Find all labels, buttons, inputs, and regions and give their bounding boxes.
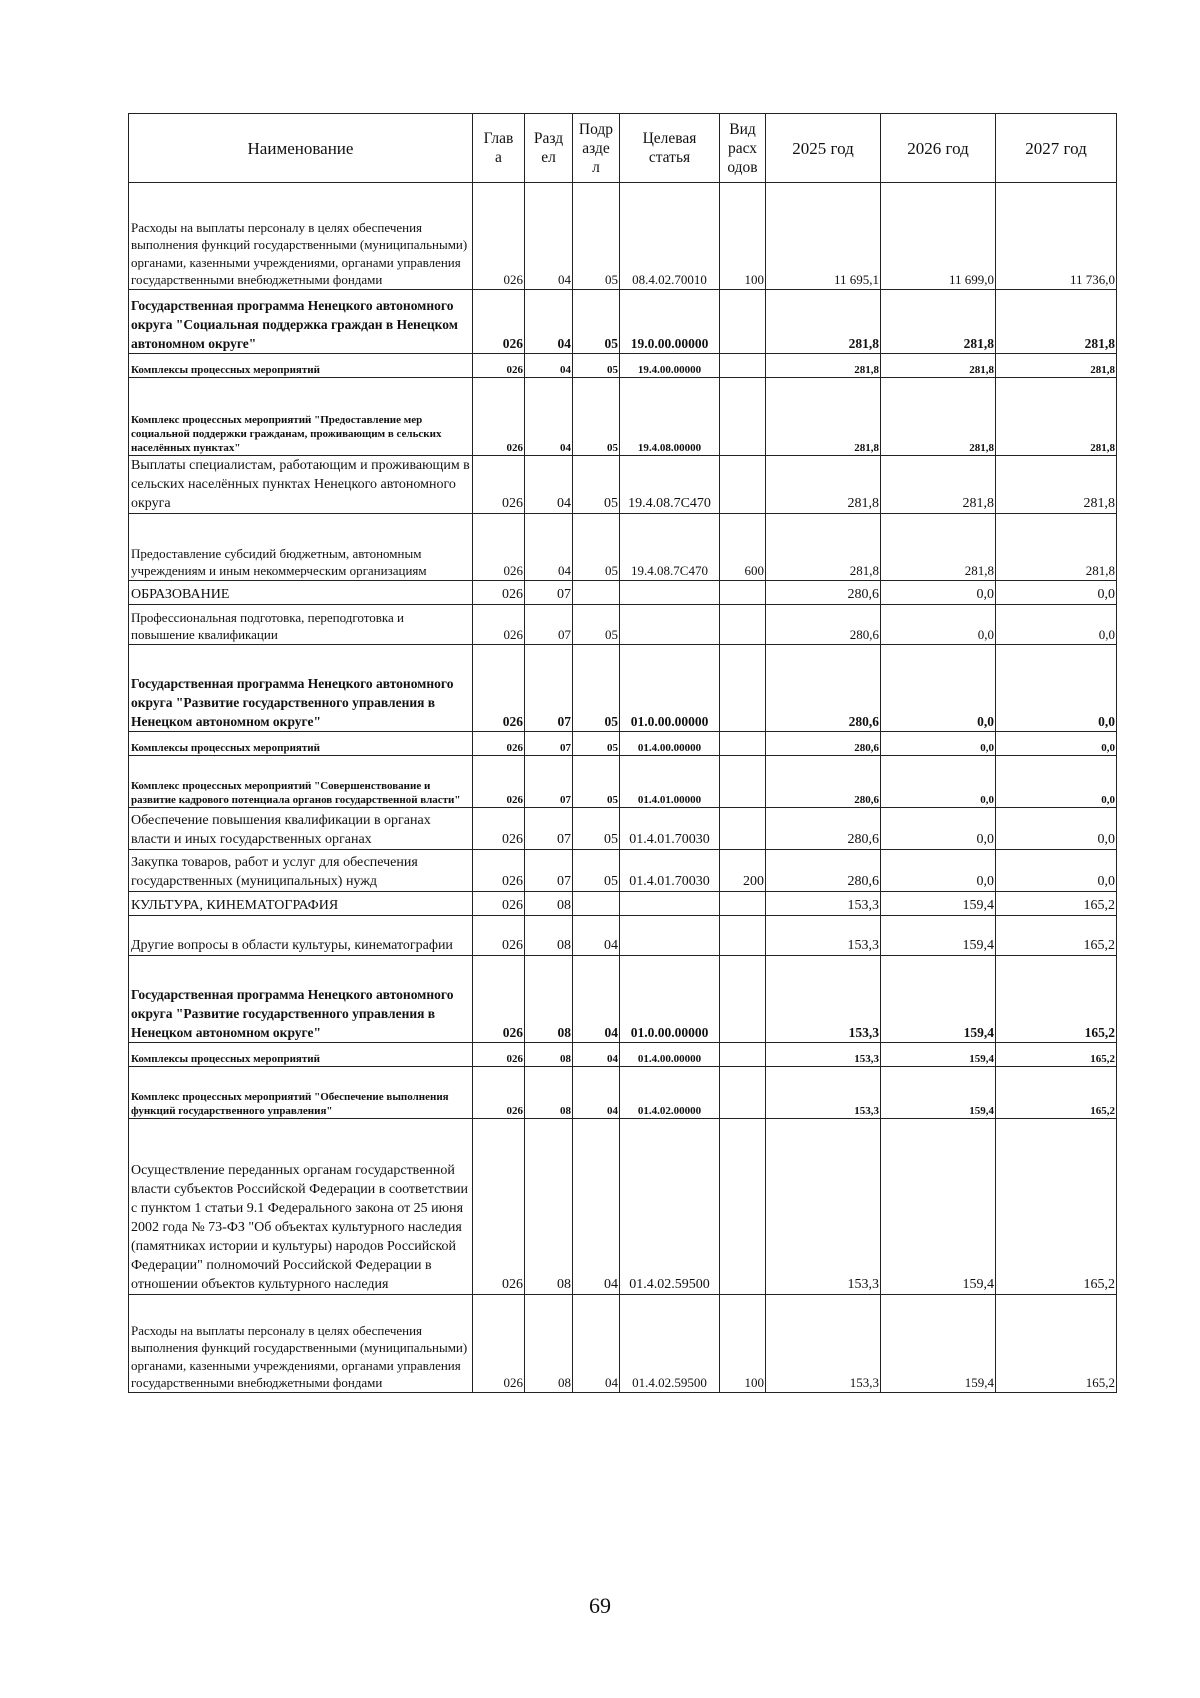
header-name: Наименование <box>129 114 473 183</box>
row-value-2026: 281,8 <box>881 378 996 456</box>
row-glava: 026 <box>473 290 525 354</box>
row-podrazdel: 05 <box>573 732 620 756</box>
row-value-2026: 159,4 <box>881 916 996 956</box>
table-row <box>129 892 1117 916</box>
row-name: Государственная программа Ненецкого автономного округа "Развитие государственного управления в Ненецком автономном округе" <box>129 645 473 732</box>
row-podrazdel: 04 <box>573 1295 620 1393</box>
row-value-2026: 159,4 <box>881 1043 996 1067</box>
row-value-2026: 159,4 <box>881 1119 996 1295</box>
row-value-2025: 280,6 <box>766 808 881 850</box>
row-podrazdel: 05 <box>573 354 620 378</box>
row-vid: 600 <box>720 514 766 581</box>
table-row <box>129 605 1117 645</box>
row-target: 01.4.01.70030 <box>620 850 720 892</box>
row-value-2025: 153,3 <box>766 892 881 916</box>
row-name: Предоставление субсидий бюджетным, автономным учреждениям и иным некоммерческим организациям <box>129 514 473 581</box>
row-value-2026: 281,8 <box>881 354 996 378</box>
header-glava-line-2: а <box>495 149 502 166</box>
row-value-2027: 281,8 <box>996 290 1117 354</box>
row-glava: 026 <box>473 1119 525 1295</box>
row-target: 01.0.00.00000 <box>620 645 720 732</box>
row-value-2025: 280,6 <box>766 605 881 645</box>
row-glava: 026 <box>473 756 525 808</box>
row-glava: 026 <box>473 514 525 581</box>
row-name: КУЛЬТУРА, КИНЕМАТОГРАФИЯ <box>129 892 473 916</box>
row-value-2027: 281,8 <box>996 354 1117 378</box>
row-value-2026: 159,4 <box>881 1295 996 1393</box>
row-podrazdel: 05 <box>573 456 620 514</box>
row-value-2026: 0,0 <box>881 645 996 732</box>
header-podrazdel-line-3: л <box>592 158 600 176</box>
row-value-2026: 281,8 <box>881 290 996 354</box>
row-glava: 026 <box>473 916 525 956</box>
row-name: Государственная программа Ненецкого автономного округа "Развитие государственного управления в Ненецком автономном округе" <box>129 956 473 1043</box>
row-podrazdel: 05 <box>573 808 620 850</box>
row-glava: 026 <box>473 850 525 892</box>
row-value-2026: 0,0 <box>881 756 996 808</box>
header-target-line-2: статья <box>648 149 691 166</box>
row-vid: 200 <box>720 850 766 892</box>
row-razdel: 04 <box>525 378 573 456</box>
row-razdel: 07 <box>525 605 573 645</box>
row-vid: 100 <box>720 183 766 290</box>
row-razdel: 08 <box>525 1295 573 1393</box>
row-glava: 026 <box>473 956 525 1043</box>
row-name: Профессиональная подготовка, переподготовка и повышение квалификации <box>129 605 473 645</box>
row-name: Комплекс процессных мероприятий "Обеспечение выполнения функций государственного управления" <box>129 1067 473 1119</box>
row-target: 19.4.00.00000 <box>620 354 720 378</box>
row-vid <box>720 1043 766 1067</box>
header-razdel-line-2: ел <box>541 149 556 166</box>
row-value-2026: 159,4 <box>881 892 996 916</box>
row-glava: 026 <box>473 732 525 756</box>
row-value-2025: 11 695,1 <box>766 183 881 290</box>
header-vid-line-3: одов <box>727 158 758 176</box>
row-value-2025: 280,6 <box>766 732 881 756</box>
row-vid <box>720 732 766 756</box>
table-row <box>129 956 1117 1043</box>
row-name: ОБРАЗОВАНИЕ <box>129 581 473 605</box>
table-row <box>129 645 1117 732</box>
table-row <box>129 378 1117 456</box>
row-vid <box>720 1067 766 1119</box>
row-vid <box>720 916 766 956</box>
table-row <box>129 183 1117 290</box>
header-vid <box>720 114 766 183</box>
row-target: 01.4.02.59500 <box>620 1119 720 1295</box>
row-value-2025: 281,8 <box>766 514 881 581</box>
row-target: 01.4.01.00000 <box>620 756 720 808</box>
budget-table <box>128 113 1117 1393</box>
table-body <box>129 183 1117 1393</box>
row-value-2026: 0,0 <box>881 850 996 892</box>
row-value-2025: 281,8 <box>766 354 881 378</box>
row-vid <box>720 456 766 514</box>
header-razdel-line-1: Разд <box>533 130 564 147</box>
row-name: Расходы на выплаты персоналу в целях обеспечения выполнения функций государственными (муниципальными) органами, казенными учреждениями, органами управления государственными внебюджетными фондами <box>129 1295 473 1393</box>
header-vid-line-2: расх <box>727 139 758 157</box>
header-vid-line-1: Вид <box>729 120 756 138</box>
row-glava: 026 <box>473 1043 525 1067</box>
row-name: Государственная программа Ненецкого автономного округа "Социальная поддержка граждан в Ненецком автономном округе" <box>129 290 473 354</box>
row-podrazdel: 04 <box>573 956 620 1043</box>
table-row <box>129 456 1117 514</box>
table-row <box>129 1119 1117 1295</box>
row-value-2025: 153,3 <box>766 1295 881 1393</box>
row-target: 01.4.01.70030 <box>620 808 720 850</box>
row-value-2027: 165,2 <box>996 1043 1117 1067</box>
row-target: 01.4.00.00000 <box>620 732 720 756</box>
row-name: Другие вопросы в области культуры, кинематографии <box>129 916 473 956</box>
row-target: 01.0.00.00000 <box>620 956 720 1043</box>
header-podrazdel-line-2: азде <box>582 139 610 157</box>
row-podrazdel: 05 <box>573 514 620 581</box>
row-podrazdel: 05 <box>573 183 620 290</box>
row-podrazdel: 05 <box>573 290 620 354</box>
row-glava: 026 <box>473 1067 525 1119</box>
table-row <box>129 581 1117 605</box>
row-razdel: 08 <box>525 892 573 916</box>
row-podrazdel: 05 <box>573 605 620 645</box>
table-row <box>129 354 1117 378</box>
row-target: 19.4.08.7С470 <box>620 514 720 581</box>
row-value-2025: 281,8 <box>766 290 881 354</box>
row-value-2026: 11 699,0 <box>881 183 996 290</box>
row-target: 01.4.00.00000 <box>620 1043 720 1067</box>
row-vid <box>720 581 766 605</box>
row-value-2026: 0,0 <box>881 581 996 605</box>
row-value-2027: 281,8 <box>996 514 1117 581</box>
row-value-2027: 165,2 <box>996 1067 1117 1119</box>
row-vid <box>720 956 766 1043</box>
row-razdel: 04 <box>525 183 573 290</box>
table-row <box>129 1043 1117 1067</box>
row-target: 01.4.02.00000 <box>620 1067 720 1119</box>
row-razdel: 07 <box>525 808 573 850</box>
header-2025: 2025 год <box>766 114 881 183</box>
row-razdel: 08 <box>525 916 573 956</box>
row-value-2027: 11 736,0 <box>996 183 1117 290</box>
row-value-2027: 281,8 <box>996 456 1117 514</box>
header-glava-line-1: Глав <box>483 130 514 147</box>
row-vid <box>720 290 766 354</box>
row-name: Выплаты специалистам, работающим и проживающим в сельских населённых пунктах Ненецкого автономного округа <box>129 456 473 514</box>
row-vid <box>720 892 766 916</box>
row-razdel: 08 <box>525 1043 573 1067</box>
row-value-2025: 281,8 <box>766 378 881 456</box>
table-row <box>129 916 1117 956</box>
row-glava: 026 <box>473 456 525 514</box>
row-razdel: 04 <box>525 354 573 378</box>
row-vid <box>720 1119 766 1295</box>
row-target <box>620 916 720 956</box>
row-value-2025: 280,6 <box>766 850 881 892</box>
row-podrazdel: 04 <box>573 1067 620 1119</box>
row-value-2026: 0,0 <box>881 732 996 756</box>
row-razdel: 07 <box>525 645 573 732</box>
table-row <box>129 850 1117 892</box>
row-name: Комплексы процессных мероприятий <box>129 1043 473 1067</box>
row-value-2027: 165,2 <box>996 916 1117 956</box>
row-razdel: 08 <box>525 1067 573 1119</box>
row-value-2027: 0,0 <box>996 756 1117 808</box>
row-value-2027: 165,2 <box>996 892 1117 916</box>
row-razdel: 08 <box>525 956 573 1043</box>
row-name: Обеспечение повышения квалификации в органах власти и иных государственных органах <box>129 808 473 850</box>
row-value-2025: 153,3 <box>766 916 881 956</box>
row-value-2027: 0,0 <box>996 732 1117 756</box>
row-razdel: 07 <box>525 581 573 605</box>
row-glava: 026 <box>473 378 525 456</box>
row-value-2025: 153,3 <box>766 1043 881 1067</box>
header-target-line-1: Целевая <box>642 130 697 147</box>
header-2027: 2027 год <box>996 114 1117 183</box>
row-value-2027: 0,0 <box>996 605 1117 645</box>
row-value-2025: 153,3 <box>766 1067 881 1119</box>
row-target: 19.0.00.00000 <box>620 290 720 354</box>
row-name: Расходы на выплаты персоналу в целях обеспечения выполнения функций государственными (муниципальными) органами, казенными учреждениями, органами управления государственными внебюджетными фондами <box>129 183 473 290</box>
row-podrazdel: 05 <box>573 378 620 456</box>
row-value-2026: 159,4 <box>881 956 996 1043</box>
row-vid <box>720 645 766 732</box>
row-podrazdel: 05 <box>573 850 620 892</box>
row-podrazdel: 04 <box>573 1043 620 1067</box>
table-row <box>129 290 1117 354</box>
row-razdel: 04 <box>525 456 573 514</box>
row-razdel: 07 <box>525 756 573 808</box>
table-row <box>129 1067 1117 1119</box>
row-target: 08.4.02.70010 <box>620 183 720 290</box>
row-value-2025: 280,6 <box>766 645 881 732</box>
row-value-2027: 0,0 <box>996 850 1117 892</box>
row-razdel: 07 <box>525 850 573 892</box>
table-row <box>129 732 1117 756</box>
header-razdel <box>525 114 573 183</box>
page-number: 69 <box>589 1593 611 1618</box>
table-row <box>129 756 1117 808</box>
table-row <box>129 808 1117 850</box>
row-value-2026: 0,0 <box>881 808 996 850</box>
row-value-2027: 281,8 <box>996 378 1117 456</box>
row-razdel: 08 <box>525 1119 573 1295</box>
row-name: Закупка товаров, работ и услуг для обеспечения государственных (муниципальных) нужд <box>129 850 473 892</box>
row-value-2026: 0,0 <box>881 605 996 645</box>
row-value-2027: 0,0 <box>996 581 1117 605</box>
header-2026: 2026 год <box>881 114 996 183</box>
header-target <box>620 114 720 183</box>
row-value-2026: 281,8 <box>881 514 996 581</box>
row-name: Комплексы процессных мероприятий <box>129 732 473 756</box>
row-razdel: 04 <box>525 514 573 581</box>
row-glava: 026 <box>473 892 525 916</box>
row-glava: 026 <box>473 581 525 605</box>
row-podrazdel <box>573 581 620 605</box>
row-value-2025: 280,6 <box>766 581 881 605</box>
row-value-2025: 280,6 <box>766 756 881 808</box>
row-value-2025: 153,3 <box>766 1119 881 1295</box>
row-value-2026: 281,8 <box>881 456 996 514</box>
row-target: 01.4.02.59500 <box>620 1295 720 1393</box>
row-value-2027: 165,2 <box>996 1119 1117 1295</box>
row-glava: 026 <box>473 605 525 645</box>
table-row <box>129 514 1117 581</box>
row-target <box>620 581 720 605</box>
row-vid <box>720 808 766 850</box>
row-glava: 026 <box>473 808 525 850</box>
row-vid: 100 <box>720 1295 766 1393</box>
row-podrazdel: 05 <box>573 645 620 732</box>
row-name: Комплекс процессных мероприятий "Совершенствование и развитие кадрового потенциала органов государственной власти" <box>129 756 473 808</box>
row-target: 19.4.08.7С470 <box>620 456 720 514</box>
row-vid <box>720 378 766 456</box>
header-podrazdel-line-1: Подр <box>578 120 614 138</box>
row-value-2026: 159,4 <box>881 1067 996 1119</box>
header-row <box>129 114 1117 183</box>
row-value-2027: 165,2 <box>996 956 1117 1043</box>
row-target <box>620 605 720 645</box>
row-value-2025: 281,8 <box>766 456 881 514</box>
row-podrazdel: 05 <box>573 756 620 808</box>
row-vid <box>720 756 766 808</box>
header-podrazdel <box>573 114 620 183</box>
row-value-2025: 153,3 <box>766 956 881 1043</box>
row-target <box>620 892 720 916</box>
row-value-2027: 0,0 <box>996 808 1117 850</box>
row-glava: 026 <box>473 645 525 732</box>
row-glava: 026 <box>473 1295 525 1393</box>
row-vid <box>720 354 766 378</box>
row-glava: 026 <box>473 354 525 378</box>
row-razdel: 07 <box>525 732 573 756</box>
row-glava: 026 <box>473 183 525 290</box>
row-podrazdel: 04 <box>573 1119 620 1295</box>
row-name: Комплекс процессных мероприятий "Предоставление мер социальной поддержки гражданам, проживающим в сельских населённых пунктах" <box>129 378 473 456</box>
row-value-2027: 0,0 <box>996 645 1117 732</box>
row-podrazdel: 04 <box>573 916 620 956</box>
row-value-2027: 165,2 <box>996 1295 1117 1393</box>
row-name: Осуществление переданных органам государственной власти субъектов Российской Федерации в соответствии с пунктом 1 статьи 9.1 Федерального закона от 25 июня 2002 года № 73-ФЗ "Об объектах культурного наследия (памятниках истории и культуры) народов Российской Федерации" полномочий Российской Федерации в отношении объектов культурного наследия <box>129 1119 473 1295</box>
row-target: 19.4.08.00000 <box>620 378 720 456</box>
table-row <box>129 1295 1117 1393</box>
row-name: Комплексы процессных мероприятий <box>129 354 473 378</box>
header-glava <box>473 114 525 183</box>
row-podrazdel <box>573 892 620 916</box>
row-razdel: 04 <box>525 290 573 354</box>
row-vid <box>720 605 766 645</box>
